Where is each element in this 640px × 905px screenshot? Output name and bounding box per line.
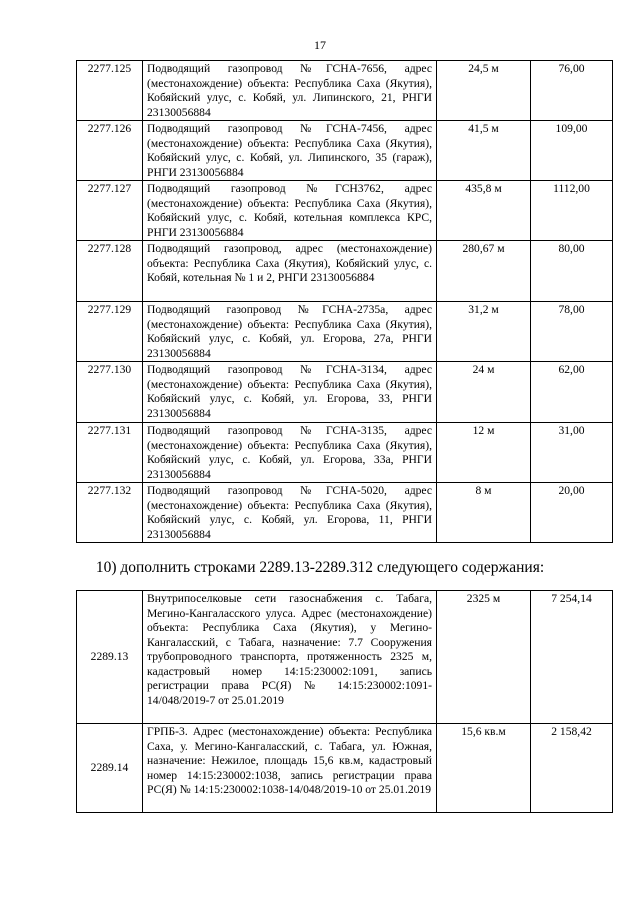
page-number: 17 (314, 38, 326, 52)
object-length: 280,67 м (437, 241, 531, 302)
amendment-instruction: 10) дополнить строками 2289.13-2289.312 следующего содержания: (95, 559, 545, 576)
object-description: Подводящий газопровод №ГСНА-3135, адрес (местонахождение) объекта: Республика Саха (Якутия), Кобяйский улус, с. Кобяй, ул. Егорова, 33а, РНГИ 23130056884 (143, 423, 437, 483)
object-length: 24 м (437, 362, 531, 423)
object-description: ГРПБ-3. Адрес (местонахождение) объекта: Республика Саха, у. Мегино-Кангаласский, с. Табага, ул. Южная, назначение: Нежилое, площадь 15,6 кв.м, кадастровый номер 14:15:230002:1038, запись регистрации права РС(Я) № 14:15:230002:1038-14/048/2019-10 от 25.01.2019 (143, 724, 437, 813)
object-length: 12 м (437, 423, 531, 483)
object-value: 78,00 (531, 302, 613, 362)
table-row (77, 181, 613, 241)
table-row (77, 591, 613, 724)
table-row (77, 724, 613, 813)
object-description: Подводящий газопровод №ГСНА-2735а, адрес (местонахождение) объекта: Республика Саха (Якутия), Кобяйский улус, с. Кобяй, ул. Егорова, 27а, РНГИ 23130056884 (143, 302, 437, 362)
table-row (77, 121, 613, 181)
table-row (77, 61, 613, 121)
table-row (77, 423, 613, 483)
object-value: 31,00 (531, 423, 613, 483)
object-value: 76,00 (531, 61, 613, 121)
row-number: 2277.131 (77, 423, 143, 483)
row-number: 2277.132 (77, 483, 143, 543)
row-number: 2289.13 (77, 591, 143, 724)
table-row (77, 362, 613, 423)
object-value: 1112,00 (531, 181, 613, 241)
register-table-2277 (76, 60, 613, 543)
row-number: 2277.127 (77, 181, 143, 241)
object-value: 7 254,14 (531, 591, 613, 724)
object-value: 109,00 (531, 121, 613, 181)
object-length: 435,8 м (437, 181, 531, 241)
row-number: 2289.14 (77, 724, 143, 813)
object-description: Подводящий газопровод №ГСН3762, адрес (местонахождение) объекта: Республика Саха (Якутия), Кобяйский улус, с. Кобяй, котельная комплекса КРС, РНГИ 23130056884 (143, 181, 437, 241)
register-table-2289 (76, 590, 613, 813)
object-description: Подводящий газопровод №ГСНА-7456, адрес (местонахождение) объекта: Республика Саха (Якутия), Кобяйский улус, с. Кобяй, ул. Липинского, 35 (гараж), РНГИ 23130056884 (143, 121, 437, 181)
row-number: 2277.128 (77, 241, 143, 302)
object-value: 20,00 (531, 483, 613, 543)
object-description: Внутрипоселковые сети газоснабжения с. Табага, Мегино-Кангаласского улуса. Адрес (местонахождение) объекта: Республика Саха (Якутия), у Мегино-Кангаласский, с Табага, назначение: 7.7 Сооружения трубопроводного транспорта, протяженность 2325 м, кадастровый номер 14:15:230002:1091, запись регистрации права РС(Я) № 14:15:230002:1091-14/048/2019-7 от 25.01.2019 (143, 591, 437, 724)
object-length: 8 м (437, 483, 531, 543)
object-value: 62,00 (531, 362, 613, 423)
object-description: Подводящий газопровод №ГСНА-5020, адрес (местонахождение) объекта: Республика Саха (Якутия), Кобяйский улус, с. Кобяй, ул. Егорова, 11, РНГИ 23130056884 (143, 483, 437, 543)
object-length: 15,6 кв.м (437, 724, 531, 813)
object-value: 80,00 (531, 241, 613, 302)
object-length: 2325 м (437, 591, 531, 724)
object-length: 31,2 м (437, 302, 531, 362)
object-description: Подводящий газопровод, адрес (местонахождение) объекта: Республика Саха (Якутия), Кобяйский улус, с. Кобяй, котельная № 1 и 2, РНГИ 23130056884 (143, 241, 437, 302)
table-row (77, 302, 613, 362)
object-length: 41,5 м (437, 121, 531, 181)
row-number: 2277.126 (77, 121, 143, 181)
object-length: 24,5 м (437, 61, 531, 121)
row-number: 2277.129 (77, 302, 143, 362)
table-row (77, 483, 613, 543)
object-description: Подводящий газопровод №ГСНА-3134, адрес (местонахождение) объекта: Республика Саха (Якутия), Кобяйский улус, с. Кобяй, ул. Егорова, 33, РНГИ 23130056884 (143, 362, 437, 423)
row-number: 2277.130 (77, 362, 143, 423)
table-row (77, 241, 613, 302)
object-description: Подводящий газопровод №ГСНА-7656, адрес (местонахождение) объекта: Республика Саха (Якутия), Кобяйский улус, с. Кобяй, ул. Липинского, 21, РНГИ 23130056884 (143, 61, 437, 121)
object-value: 2 158,42 (531, 724, 613, 813)
row-number: 2277.125 (77, 61, 143, 121)
